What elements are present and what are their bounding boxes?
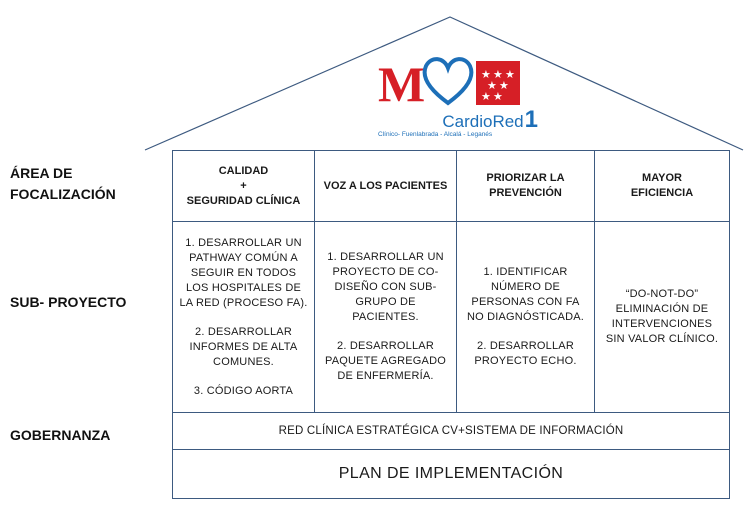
- logo-name: [378, 106, 538, 133]
- svg-text:★: ★: [481, 90, 491, 103]
- column-header-voz: [315, 151, 457, 221]
- header-line: MAYOR: [642, 172, 682, 184]
- house-body: [172, 150, 730, 499]
- column-header-prevencion: [457, 151, 595, 221]
- svg-text:★: ★: [505, 68, 515, 81]
- heart-icon: [420, 55, 476, 107]
- header-line: EFICIENCIA: [630, 187, 694, 199]
- madrid-flag-icon: [476, 61, 520, 105]
- subproject-item: 2. DESARROLLAR PAQUETE AGREGADO DE ENFERMERÍA.: [325, 340, 446, 382]
- svg-text:★: ★: [499, 79, 509, 92]
- subproject-item: 3. CÓDIGO AORTA: [193, 384, 294, 397]
- header-line: PREVENCIÓN: [489, 187, 562, 199]
- label-area-focalizacion: [10, 163, 116, 205]
- svg-text:★: ★: [493, 90, 503, 103]
- subproject-item: 1. DESARROLLAR UN PROYECTO DE CO-DISEÑO CON SUB-GRUPO DE PACIENTES.: [327, 251, 444, 323]
- cardiored-logo: [376, 55, 536, 143]
- logo-m-mark: M: [378, 56, 424, 112]
- subproject-item: 2. DESARROLLAR PROYECTO ECHO.: [474, 340, 577, 367]
- column-header-calidad: [173, 151, 315, 221]
- stars-icon: [476, 61, 520, 105]
- label-sub-proyecto: SUB- PROYECTO: [10, 294, 127, 310]
- subproject-item: 2. DESARROLLAR INFORMES DE ALTA COMUNES.: [189, 325, 298, 368]
- svg-text:★: ★: [493, 68, 503, 81]
- logo-name-number: 1: [524, 106, 538, 133]
- governance-bar: RED CLÍNICA ESTRATÉGICA CV+SISTEMA DE INFORMACIÓN: [278, 425, 624, 437]
- house-roof: [0, 0, 750, 160]
- header-line: CALIDAD: [218, 164, 269, 177]
- column-header-eficiencia: [595, 151, 729, 221]
- logo-subtitle: Clínico- Fuenlabrada - Alcalá - Leganés: [378, 131, 493, 138]
- header-line: SEGURIDAD CLÍNICA: [186, 194, 301, 207]
- subproject-item: 1. IDENTIFICAR NÚMERO DE PERSONAS CON FA NO DIAGNÓSTICADA.: [466, 266, 585, 323]
- subproject-item: 1. DESARROLLAR UN PATHWAY COMÚN A SEGUIR EN TODOS LOS HOSPITALES DE LA RED (PROCESO FA).: [179, 236, 308, 309]
- subproject-cell-voz: [315, 222, 457, 412]
- header-line: +: [240, 179, 247, 192]
- subproject-cell-eficiencia: [595, 222, 729, 412]
- subproject-cell-calidad: [173, 222, 315, 412]
- svg-text:★: ★: [481, 68, 491, 81]
- subproject-cell-prevencion: [457, 222, 595, 412]
- header-line: PRIORIZAR LA: [486, 172, 565, 184]
- label-area-line1: ÁREA DE: [10, 165, 73, 181]
- label-area-line2: FOCALIZACIÓN: [10, 186, 116, 202]
- label-gobernanza: GOBERNANZA: [10, 427, 111, 443]
- svg-text:★: ★: [487, 79, 497, 92]
- implementation-plan-bar: PLAN DE IMPLEMENTACIÓN: [338, 465, 564, 482]
- header-line: VOZ A LOS PACIENTES: [323, 179, 448, 192]
- logo-name-text: CardioRed: [442, 112, 524, 131]
- subproject-item: “DO-NOT-DO” ELIMINACIÓN DE INTERVENCIONES SIN VALOR CLÍNICO.: [605, 288, 719, 345]
